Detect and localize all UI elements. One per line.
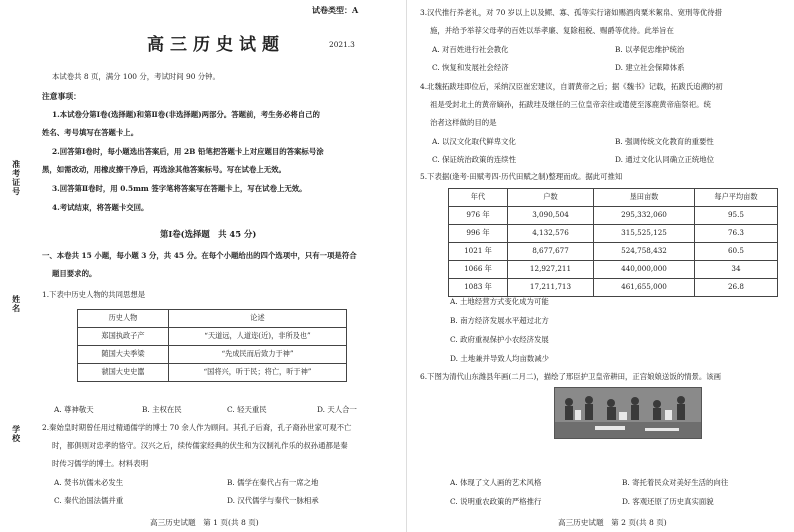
table-cell: 随国大夫季梁 <box>78 346 169 364</box>
table-cell: 17,211,713 <box>508 279 594 297</box>
table-cell: 524,758,432 <box>594 243 695 261</box>
q5-option-d[interactable]: D. 土地兼并导致人均亩数减少 <box>450 354 550 363</box>
q5-option-c[interactable]: C. 政府重视保护小农经济发展 <box>450 335 549 344</box>
q4-option-b[interactable]: B. 强调传统文化教育的重要性 <box>615 137 714 146</box>
section-instruction: 题目要求的。 <box>52 269 97 278</box>
q5-stem: 5.下表据(逄考·田赋考四·历代田赋之制)整理而成。据此可推知 <box>420 172 623 181</box>
notice-line: 姓名、考号填写在答题卡上。 <box>42 128 139 137</box>
table-header-row <box>78 310 347 328</box>
q6-option-b[interactable]: B. 寄托着民众对美好生活的向往 <box>622 478 729 487</box>
notice-line: 4.考试结束，将答题卡交回。 <box>52 203 149 212</box>
binding-gutter <box>0 0 34 532</box>
q6-option-d[interactable]: D. 客观还原了历史真实面貌 <box>622 497 714 506</box>
q1-option-d[interactable]: D. 天人合一 <box>317 405 357 414</box>
q2-stem-line: 时，都俱则对忠孝的恪守。汉兴之后，续传儒家经典的伏生和为汉制礼作乐的叔孙通都是秦 <box>52 441 348 450</box>
q4-option-d[interactable]: D. 通过文化认同确立正统地位 <box>615 155 715 164</box>
table-cell: 95.5 <box>695 207 778 225</box>
table-cell: 3,090,504 <box>508 207 594 225</box>
table-cell: 461,655,000 <box>594 279 695 297</box>
table-cell: 郑国执政子产 <box>78 328 169 346</box>
table-cell: 34 <box>695 261 778 279</box>
paper-date: 2021.3 <box>329 40 355 49</box>
table-row <box>78 364 347 382</box>
table-header: 每户平均亩数 <box>695 189 778 207</box>
q1-option-a[interactable]: A. 尊神敬天 <box>54 405 94 414</box>
table-row <box>78 328 347 346</box>
table-row <box>449 261 778 279</box>
table-row <box>449 279 778 297</box>
table-cell: “国将兴，听于民；将亡，听于神” <box>169 364 347 382</box>
table-cell: 26.8 <box>695 279 778 297</box>
q5-option-a[interactable]: A. 土地经营方式变化成为可能 <box>450 297 549 306</box>
table-header: 垦田亩数 <box>594 189 695 207</box>
q4-stem-line: 4.北魏拓跋珪即位后，采纳汉臣崔宏建议，自谓黄帝之后；据《魏书》记载，拓跋氏追溯的初 <box>420 82 723 91</box>
page-divider <box>406 0 407 532</box>
q2-option-d[interactable]: D. 汉代儒学与秦代一脉相承 <box>227 496 319 505</box>
q5-table <box>448 188 778 297</box>
table-cell: 996 年 <box>449 225 508 243</box>
section-instruction: 一、本卷共 15 小题，每小题 3 分，共 45 分。在每个小题给出的四个选项中，只有一项是符合 <box>42 251 357 260</box>
notice-line: 黑，如需改动，用橡皮擦干净后，再选涂其他答案标号。写在试卷上无效。 <box>42 165 286 174</box>
q3-option-a[interactable]: A. 对百姓进行社会教化 <box>432 45 509 54</box>
page-footer: 高三历史试题 第 2 页(共 8 页) <box>558 518 667 527</box>
table-cell: 1083 年 <box>449 279 508 297</box>
section-title: 第Ⅰ卷(选择题 共 45 分) <box>160 229 257 239</box>
q1-option-b[interactable]: B. 主权在民 <box>142 405 182 414</box>
notice-line: 1.本试卷分第Ⅰ卷(选择题)和第Ⅱ卷(非选择题)两部分。答题前，考生务必将自己的 <box>52 110 320 119</box>
table-header-row <box>449 189 778 207</box>
painting-illustration <box>555 388 701 438</box>
table-row <box>449 207 778 225</box>
table-cell: 315,525,125 <box>594 225 695 243</box>
q2-option-a[interactable]: A. 焚书坑儒未必发生 <box>54 478 124 487</box>
q3-option-c[interactable]: C. 恢复和发展社会经济 <box>432 63 509 72</box>
q6-option-c[interactable]: C. 说明重农政策的严格推行 <box>450 497 542 506</box>
q2-option-c[interactable]: C. 秦代治国法儒并重 <box>54 496 124 505</box>
table-cell: 4,132,576 <box>508 225 594 243</box>
paper-info: 本试卷共 8 页，满分 100 分，考试时间 90 分钟。 <box>52 72 220 81</box>
q5-option-b[interactable]: B. 南方经济发展水平超过北方 <box>450 316 549 325</box>
paper-type: 试卷类型：A <box>312 5 359 15</box>
name-label: 姓名 <box>11 295 22 313</box>
table-cell: 295,332,060 <box>594 207 695 225</box>
q6-stem: 6.下图为清代山东潍县年画(二月二)，描绘了邢臣护卫皇帝耕田，正宫娘娘送饭的情景。该画 <box>420 372 722 381</box>
q3-stem-line: 施，并给予举荐父母孝的百姓以举孝廉、复除租税、赐爵等优待。此举旨在 <box>430 26 674 35</box>
q1-stem: 1.下表中历史人物的共同思想是 <box>42 290 146 299</box>
table-cell: “天道远，人道迩(近)，非所及也” <box>169 328 347 346</box>
q4-option-c[interactable]: C. 保证统治政策的连续性 <box>432 155 516 164</box>
notice-line: 2.回答第Ⅰ卷时，每小题选出答案后，用 2B 铅笔把答题卡上对应题目的答案标号涂 <box>52 147 324 156</box>
table-cell: 60.5 <box>695 243 778 261</box>
table-cell: 虢国大史史嚚 <box>78 364 169 382</box>
paper-title: 高三历史试题 <box>147 35 285 55</box>
table-header: 历史人物 <box>78 310 169 328</box>
table-header: 户数 <box>508 189 594 207</box>
school-label: 学校 <box>11 425 22 443</box>
table-row <box>449 225 778 243</box>
q3-option-d[interactable]: D. 建立社会保障体系 <box>615 63 685 72</box>
q1-table <box>77 309 347 382</box>
q6-option-a[interactable]: A. 体现了文人画的艺术风格 <box>450 478 542 487</box>
table-cell: 76.3 <box>695 225 778 243</box>
table-row <box>78 346 347 364</box>
q2-stem-line: 2.秦始皇时期曾任用过精通儒学的博士 70 余人作为顾问。其孔子后裔，孔子裔孙世家可观不亡 <box>42 423 352 432</box>
notice-heading: 注意事项： <box>42 92 81 101</box>
q2-stem-line: 时传习儒学的博士。材料表明 <box>52 459 149 468</box>
exam-id-label: 准考证号 <box>11 160 22 196</box>
table-cell: 976 年 <box>449 207 508 225</box>
q4-stem-line: 治者这样做的目的是 <box>430 118 497 127</box>
table-cell: 8,677,677 <box>508 243 594 261</box>
table-header: 论述 <box>169 310 347 328</box>
table-cell: 440,000,000 <box>594 261 695 279</box>
table-header: 年代 <box>449 189 508 207</box>
table-cell: 1021 年 <box>449 243 508 261</box>
new-year-painting-image <box>554 387 702 439</box>
q4-option-a[interactable]: A. 以汉文化取代鲜卑文化 <box>432 137 516 146</box>
page-1 <box>42 0 392 532</box>
page-footer: 高三历史试题 第 1 页(共 8 页) <box>150 518 259 527</box>
q3-option-b[interactable]: B. 以孝促忠维护统治 <box>615 45 685 54</box>
table-cell: 1066 年 <box>449 261 508 279</box>
table-cell: “先成民而后致力于神” <box>169 346 347 364</box>
q1-option-c[interactable]: C. 轻天重民 <box>227 405 267 414</box>
page-2 <box>420 0 784 532</box>
q2-option-b[interactable]: B. 儒学在秦代占有一席之地 <box>227 478 319 487</box>
q4-stem-line: 祖是受封北土的黄帝嫡孙，拓跋珪及继任的三位皇帝亲往或遣使至涿鹿黄帝庙祭祀。统 <box>430 100 711 109</box>
q3-stem-line: 3.汉代推行养老礼，对 70 岁以上以及鳏、寡、孤等实行诸如赐酒肉粟米絮帛、宽刑等优待措 <box>420 8 723 17</box>
table-cell: 12,927,211 <box>508 261 594 279</box>
notice-line: 3.回答第Ⅱ卷时，用 0.5mm 签字笔将答案写在答题卡上，写在试卷上无效。 <box>52 184 307 193</box>
table-row <box>449 243 778 261</box>
